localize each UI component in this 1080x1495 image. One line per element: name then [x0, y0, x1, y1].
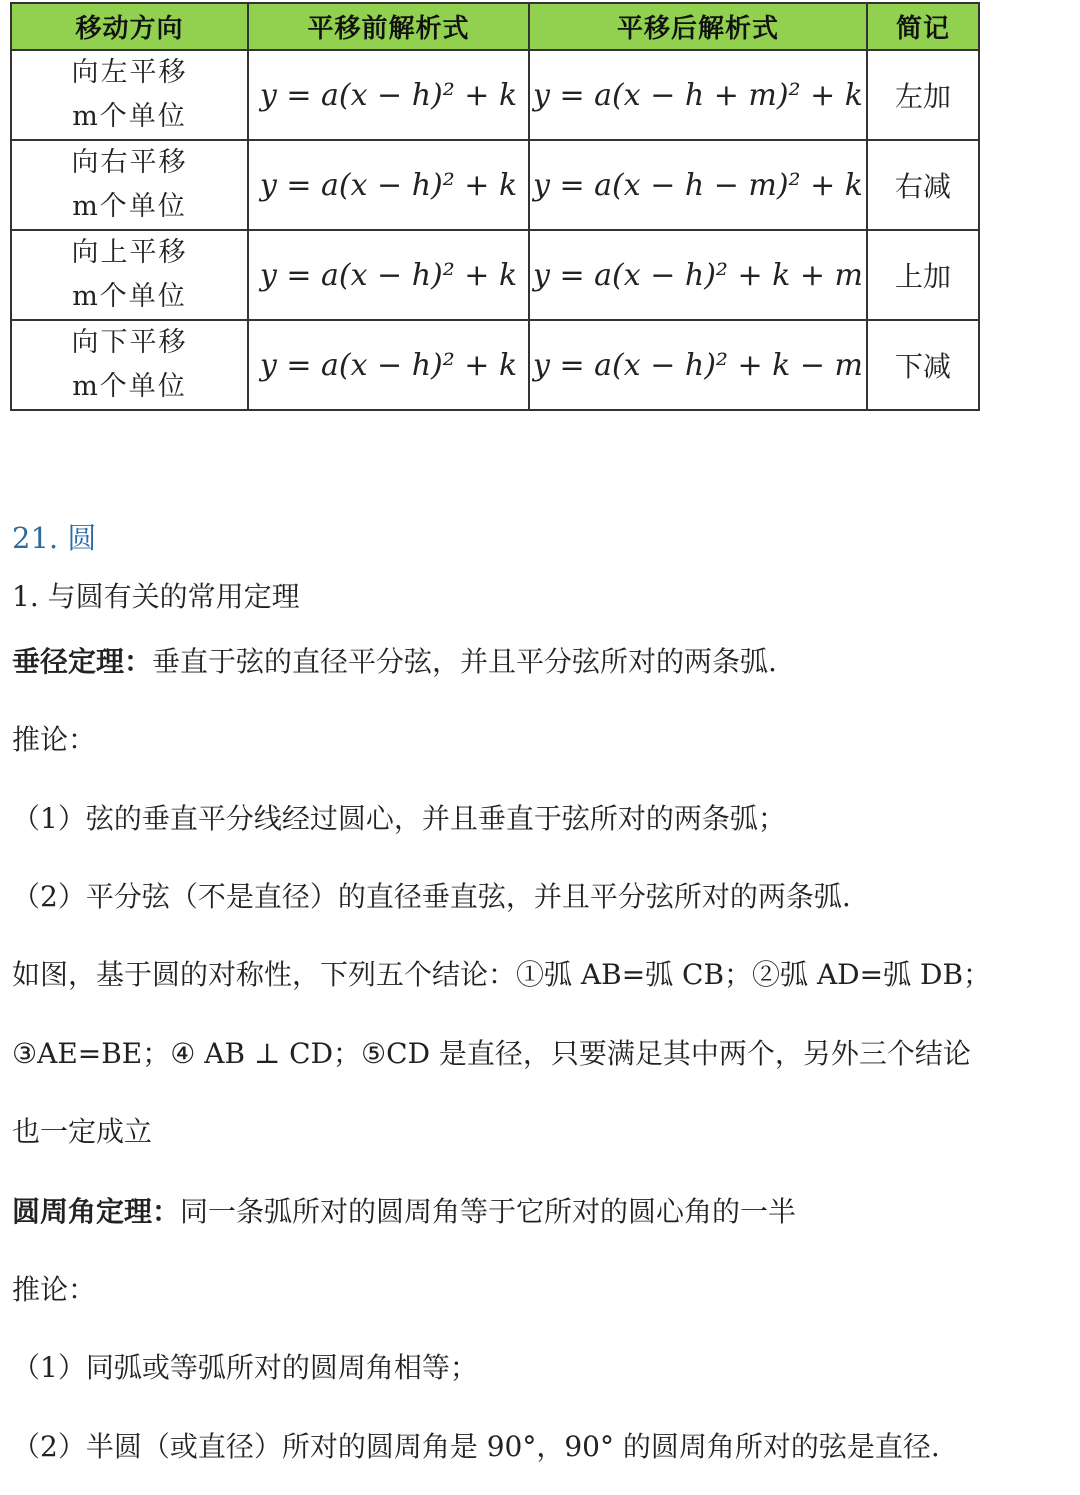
inscribed-theorem-label: 圆周角定理：	[12, 1195, 181, 1228]
before-formula: y = a(x − h)² + k	[248, 230, 529, 320]
direction-units: m个单位	[72, 101, 187, 132]
header-direction: 移动方向	[11, 3, 248, 50]
symmetry-line-2: ③AE=BE；④ AB ⊥ CD；⑤CD 是直径，只要满足其中两个，另外三个结论	[12, 1037, 971, 1070]
perp-theorem-text: 垂直于弦的直径平分弦，并且平分弦所对的两条弧.	[152, 645, 777, 678]
header-memo: 简记	[867, 3, 979, 50]
table-row	[11, 320, 979, 410]
direction-cell	[11, 140, 248, 230]
direction-text: 向右平移	[71, 147, 188, 178]
after-formula: y = a(x − h)² + k + m	[529, 230, 867, 320]
inscribed-corollary-1: （1）同弧或等弧所对的圆周角相等；	[12, 1351, 478, 1384]
symmetry-line-3: 也一定成立	[12, 1115, 153, 1148]
memo-cell: 右减	[867, 140, 979, 230]
corollary-label: 推论：	[12, 1273, 97, 1306]
section-title: 21. 圆	[12, 521, 97, 555]
after-formula: y = a(x − h − m)² + k	[529, 140, 867, 230]
direction-cell	[11, 50, 248, 140]
direction-units: m个单位	[72, 371, 187, 402]
after-formula: y = a(x − h)² + k − m	[529, 320, 867, 410]
direction-text: 向左平移	[71, 57, 188, 88]
header-before: 平移前解析式	[248, 3, 529, 50]
inscribed-corollary-2: （2）半圆（或直径）所对的圆周角是 90°，90° 的圆周角所对的弦是直径.	[12, 1430, 940, 1463]
inscribed-theorem	[12, 1190, 796, 1230]
before-formula: y = a(x − h)² + k	[248, 320, 529, 410]
perp-corollary-2: （2）平分弦（不是直径）的直径垂直弦，并且平分弦所对的两条弧.	[12, 880, 851, 913]
direction-cell	[11, 230, 248, 320]
symmetry-line-1: 如图，基于圆的对称性，下列五个结论：①弧 AB=弧 CB；②弧 AD=弧 DB；	[12, 958, 992, 991]
inscribed-theorem-text: 同一条弧所对的圆周角等于它所对的圆心角的一半	[180, 1195, 797, 1228]
perp-theorem	[12, 640, 777, 680]
table-row	[11, 140, 979, 230]
section-subtitle: 1. 与圆有关的常用定理	[12, 580, 300, 613]
direction-text: 向上平移	[71, 237, 188, 268]
perp-corollary-1: （1）弦的垂直平分线经过圆心，并且垂直于弦所对的两条弧；	[12, 802, 786, 835]
direction-units: m个单位	[72, 191, 187, 222]
memo-cell: 上加	[867, 230, 979, 320]
table-row	[11, 230, 979, 320]
direction-units: m个单位	[72, 281, 187, 312]
direction-cell	[11, 320, 248, 410]
before-formula: y = a(x − h)² + k	[248, 50, 529, 140]
memo-cell: 左加	[867, 50, 979, 140]
table-header-row	[11, 3, 979, 50]
after-formula: y = a(x − h + m)² + k	[529, 50, 867, 140]
memo-cell: 下减	[867, 320, 979, 410]
table-row	[11, 50, 979, 140]
translation-table	[10, 2, 980, 411]
direction-text: 向下平移	[71, 327, 188, 358]
perp-theorem-label: 垂径定理：	[12, 645, 153, 678]
before-formula: y = a(x − h)² + k	[248, 140, 529, 230]
corollary-label: 推论：	[12, 723, 97, 756]
header-after: 平移后解析式	[529, 3, 867, 50]
